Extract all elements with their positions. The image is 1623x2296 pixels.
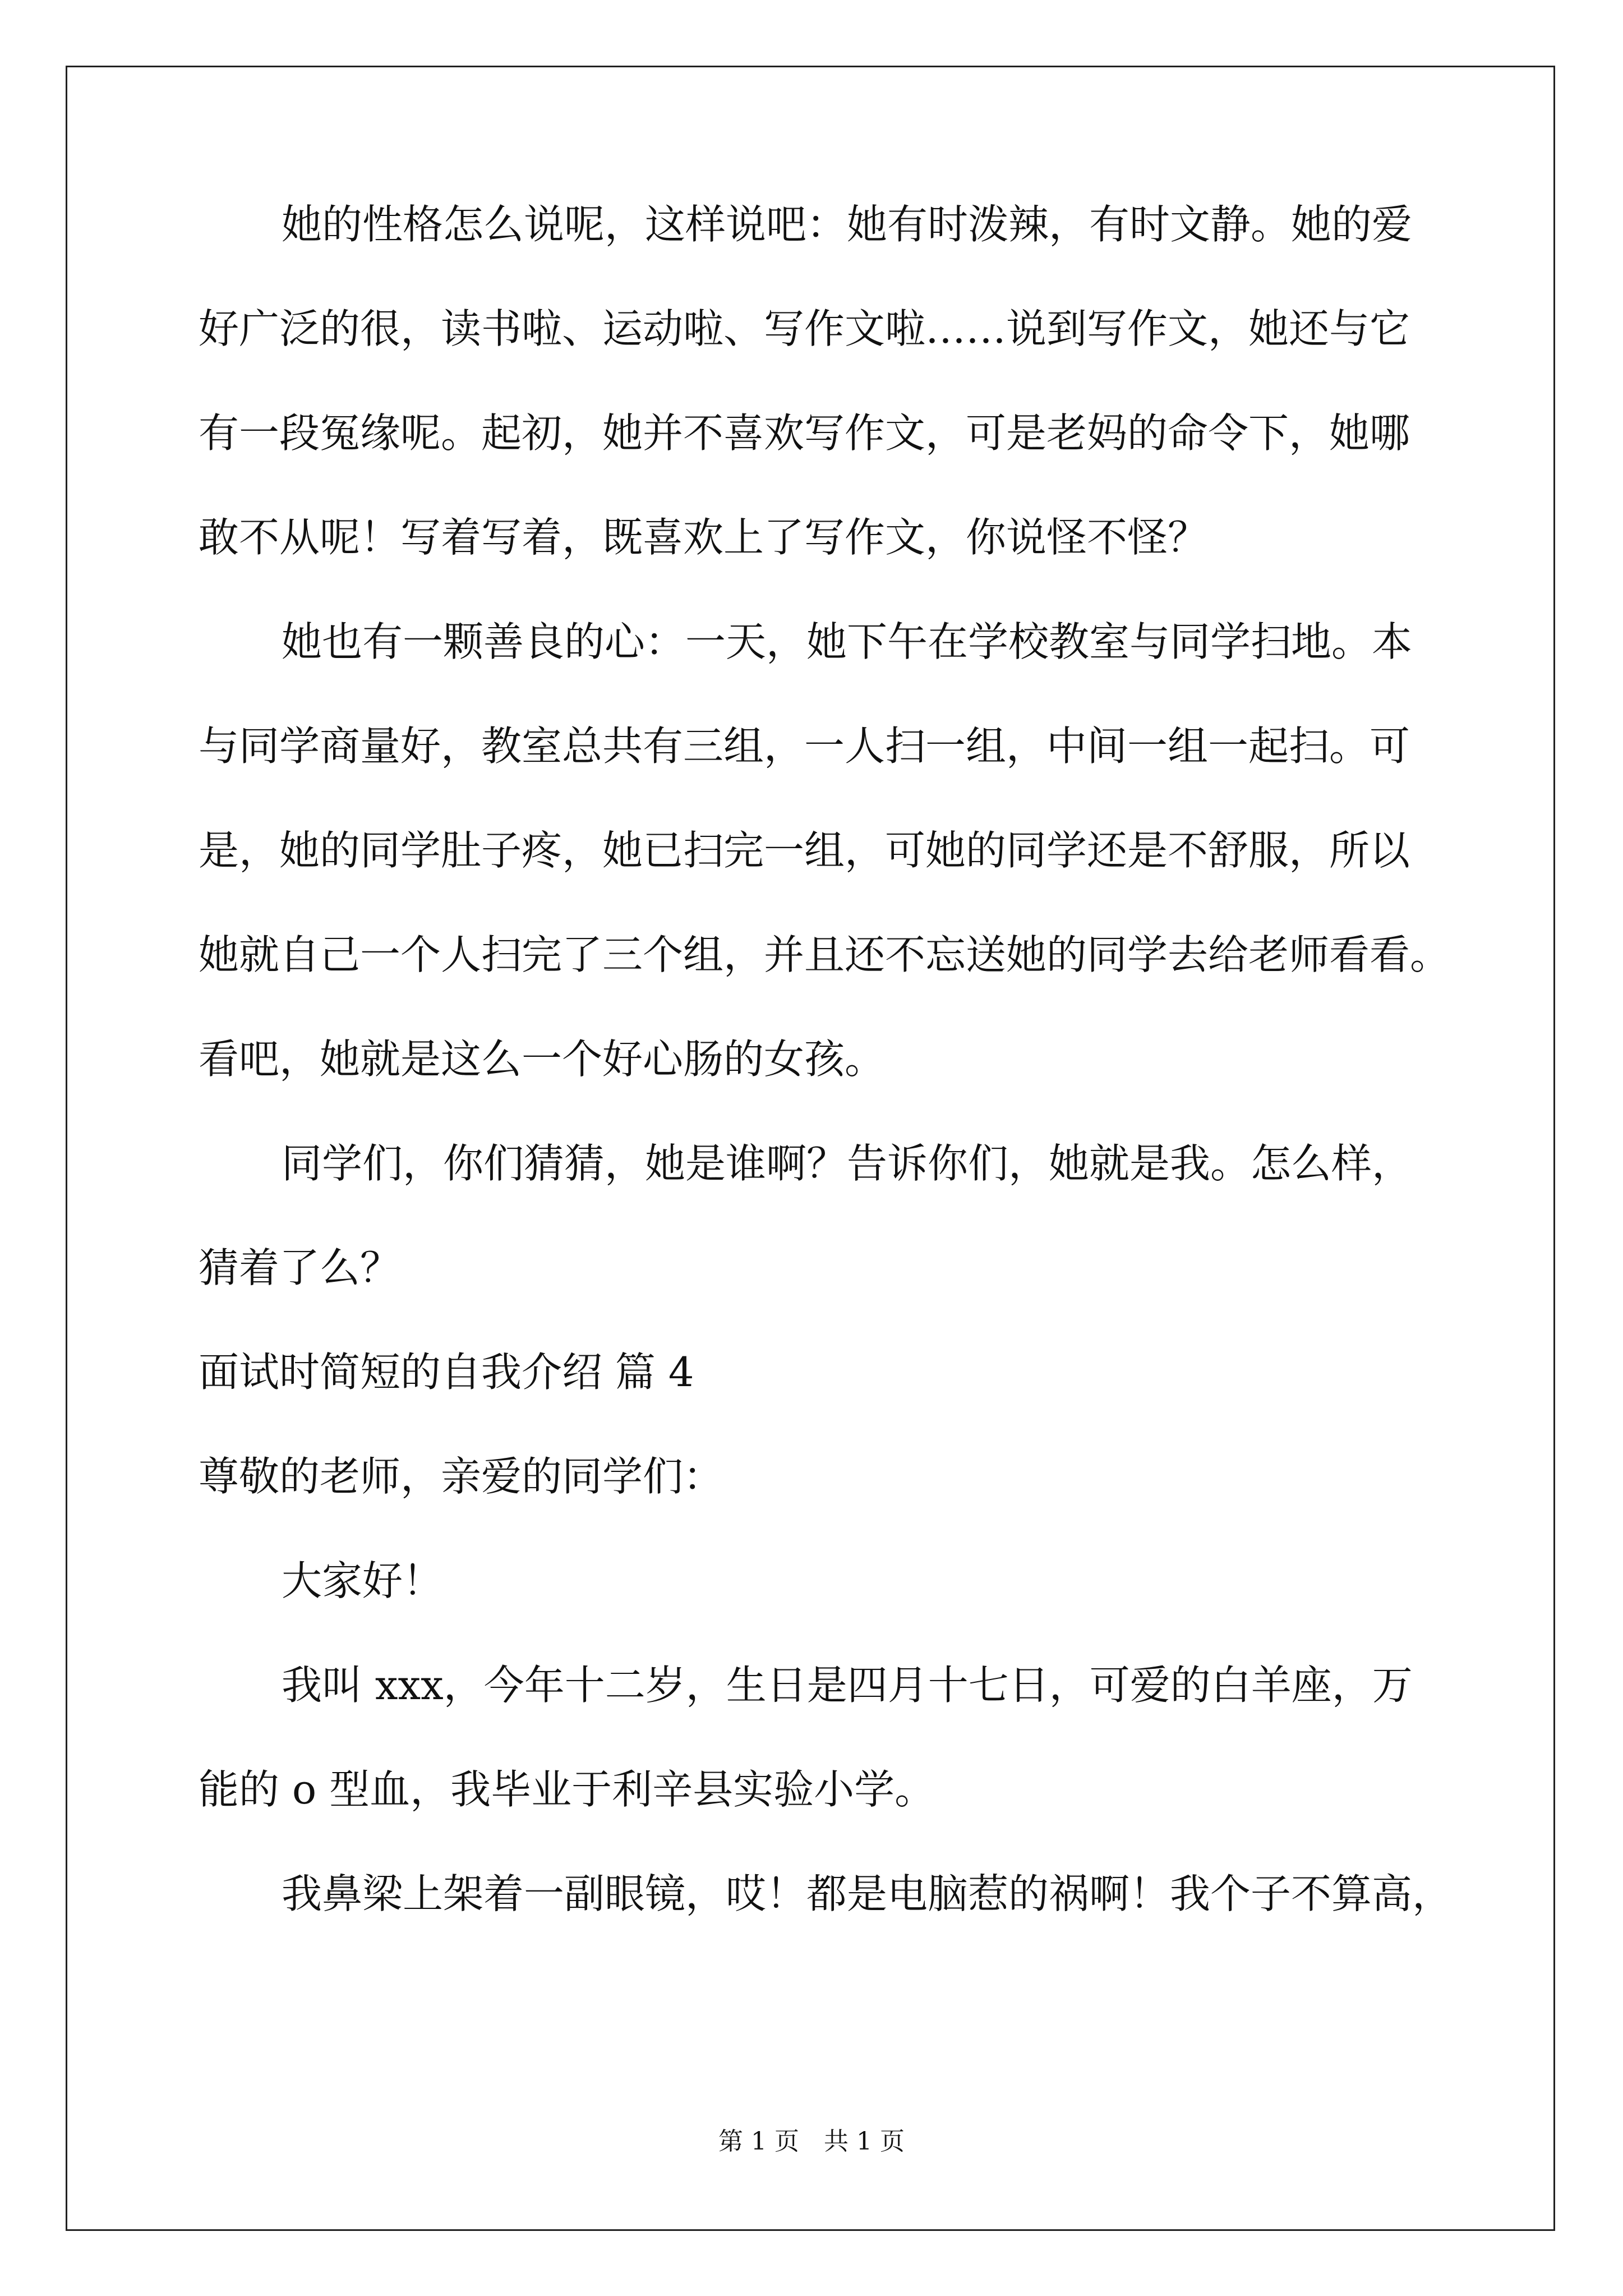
paragraph-line: 是，她的同学肚子疼，她已扫完一组，可她的同学还是不舒服，所以	[199, 827, 1410, 874]
paragraph-line: 我叫 xxx，今年十二岁，生日是四月十七日，可爱的白羊座，万	[282, 1662, 1413, 1709]
paragraph-line: 她就自己一个人扫完了三个组，并且还不忘送她的同学去给老师看看。	[199, 931, 1451, 978]
page-number-footer: 第 1 页 共 1 页	[718, 2127, 905, 2156]
paragraph-line: 猜着了么？	[199, 1244, 401, 1291]
paragraph-line: 她的性格怎么说呢，这样说吧：她有时泼辣，有时文静。她的爱	[282, 201, 1413, 248]
section-heading: 面试时简短的自我介绍 篇 4	[199, 1349, 694, 1396]
greeting: 大家好！	[282, 1557, 444, 1604]
salutation: 尊敬的老师，亲爱的同学们：	[199, 1453, 724, 1500]
paragraph-line: 能的 o 型血，我毕业于利辛县实验小学。	[199, 1766, 935, 1813]
paragraph-line: 她也有一颗善良的心：一天，她下午在学校教室与同学扫地。本	[282, 618, 1413, 665]
paragraph-line: 好广泛的很，读书啦、运动啦、写作文啦……说到写作文，她还与它	[199, 305, 1410, 352]
paragraph-line: 看吧，她就是这么一个好心肠的女孩。	[199, 1036, 886, 1083]
paragraph-line: 我鼻梁上架着一副眼镜，哎！都是电脑惹的祸啊！我个子不算高，	[282, 1870, 1453, 1917]
paragraph-line: 与同学商量好，教室总共有三组，一人扫一组，中间一组一起扫。可	[199, 723, 1410, 770]
paragraph-line: 同学们，你们猜猜，她是谁啊？告诉你们，她就是我。怎么样，	[282, 1140, 1413, 1187]
paragraph-line: 有一段冤缘呢。起初，她并不喜欢写作文，可是老妈的命令下，她哪	[199, 409, 1410, 457]
paragraph-line: 敢不从呢！写着写着，既喜欢上了写作文，你说怪不怪？	[199, 514, 1209, 561]
